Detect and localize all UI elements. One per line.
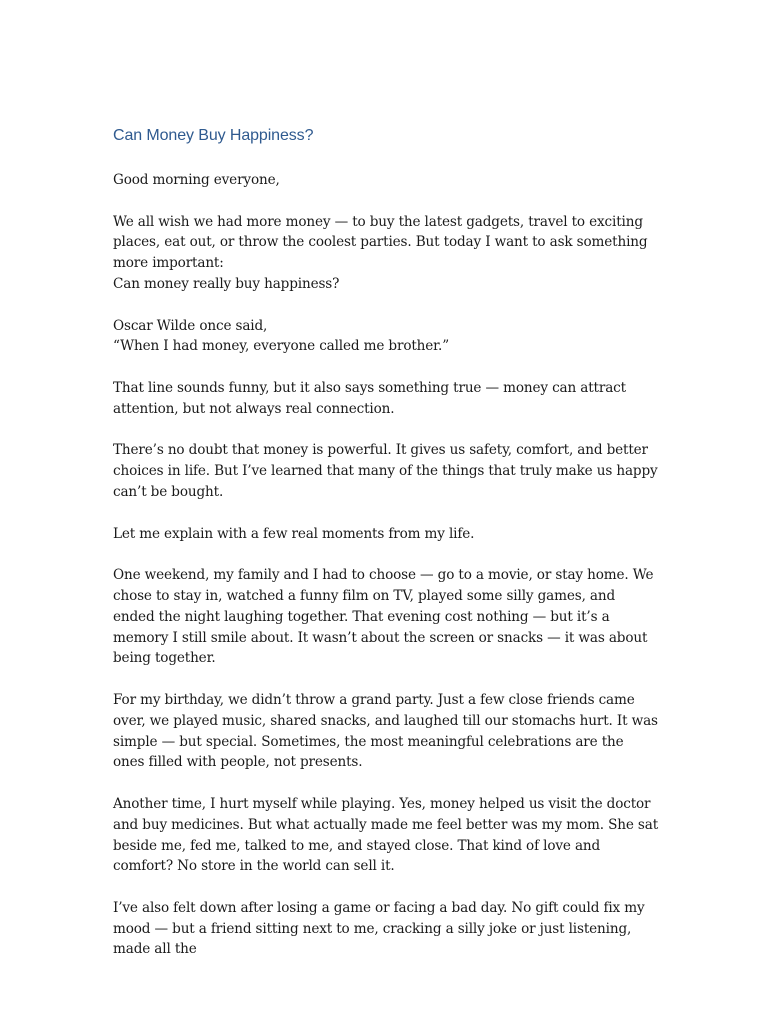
paragraph-line: One weekend, my family and I had to choose — go to a movie, or stay home. We chose to stay in, watched a funny film on TV, played some silly games, and ended the night laughing together. That evening cost nothing — but it’s a memory I still smile about. It wasn’t about the screen or snacks — it was about being together. (113, 567, 654, 667)
paragraph-line: Another time, I hurt myself while playing. Yes, money helped us visit the doctor and buy medicines. But what actually made me feel better was my mom. She sat beside me, fed me, talked to me, and stayed close. That kind of love and comfort? No store in the world can sell it. (113, 795, 659, 875)
paragraph-line: Good morning everyone, (113, 172, 280, 188)
paragraph-line: There’s no doubt that money is powerful. It gives us safety, comfort, and better choices in life. But I’ve learned that many of the things that truly make us happy can’t be bought. (113, 442, 658, 500)
paragraph-explain (113, 524, 658, 545)
paragraph-quote-comment (113, 378, 658, 420)
paragraph-intro (113, 212, 658, 295)
paragraph-line: I’ve also felt down after losing a game or facing a bad day. No gift could fix my mood — but a friend sitting next to me, cracking a silly joke or just listening, made all the (113, 899, 645, 958)
paragraph-line: Let me explain with a few real moments from my life. (113, 525, 475, 542)
paragraph-line: Oscar Wilde once said, (113, 317, 268, 334)
paragraph-line: “When I had money, everyone called me brother.” (113, 338, 449, 355)
paragraph-quote (113, 316, 658, 358)
paragraph-line: We all wish we had more money — to buy the latest gadgets, travel to exciting places, eat out, or throw the coolest parties. But today I want to ask something more important: (113, 213, 648, 272)
paragraph-hurt (113, 794, 658, 877)
paragraph-friend (113, 898, 658, 960)
paragraph-line: For my birthday, we didn’t throw a grand party. Just a few close friends came over, we played music, shared snacks, and laughed till our stomachs hurt. It was simple — but special. Sometimes, the most meaningful celebrations are the ones filled with people, not presents. (113, 691, 658, 771)
paragraph-weekend (113, 565, 658, 669)
paragraph-birthday (113, 690, 658, 773)
document-body (113, 124, 658, 981)
paragraph-line: That line sounds funny, but it also says something true — money can attract attention, but not always real connection. (113, 379, 626, 417)
document-title: Can Money Buy Happiness? (113, 127, 314, 144)
paragraph-money-power (113, 440, 658, 502)
paragraph-line: Can money really buy happiness? (113, 275, 340, 292)
paragraph-greeting (113, 170, 658, 191)
